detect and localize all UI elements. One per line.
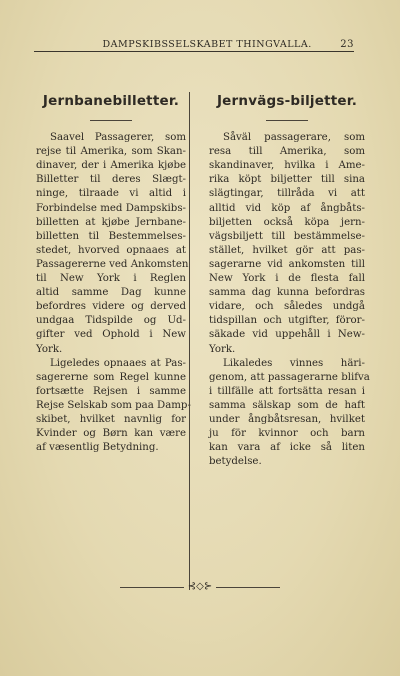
text-line: New York i de flesta fall: [209, 273, 365, 285]
text-line: vidare, och således undgå: [209, 301, 365, 313]
text-line: skandinaver, hvilka i Ame-: [209, 160, 365, 172]
swedish-column: [209, 93, 370, 469]
text-line: gifter ved Ophold i New: [36, 329, 186, 341]
text-line: sagererne som Regel kunne: [36, 371, 186, 383]
text-line: Passagererne ved Ankomsten: [36, 258, 189, 270]
text-line: Rejse Selskab som paa Damp-: [36, 399, 191, 411]
text-line: tidspillan och utgifter, föror-: [209, 315, 365, 327]
text-line: kan vara af icke så liten: [209, 442, 365, 454]
heading-rule: [266, 120, 308, 121]
text-line: under ångbåtsresan, hvilket: [209, 413, 365, 425]
text-line: undgaa Tidspilde og Ud-: [36, 315, 186, 327]
text-line: resa till Amerika, som: [209, 146, 365, 158]
text-line: slägtingar, tillråda vi att: [209, 188, 365, 200]
text-line: biljetten också köpa jern-: [209, 216, 365, 228]
text-line: alltid vid köp af ångbåts-: [209, 202, 365, 214]
text-line: stället, hvilket gör att pas-: [209, 244, 365, 256]
running-header: [34, 34, 354, 50]
text-line: vägsbiljett till bestämmelse-: [209, 230, 365, 242]
text-line: säkade vid uppehåll i New-: [209, 329, 365, 341]
text-line: rika köpt biljetter till sina: [209, 174, 365, 186]
paragraph: [209, 131, 365, 357]
text-line: altid samme Dag kunne: [36, 287, 186, 299]
text-line: sagerarne vid ankomsten till: [209, 258, 365, 270]
end-ornament: [120, 582, 280, 592]
text-line: i tillfälle att fortsätta resan i: [209, 385, 365, 397]
text-line: Saavel Passagerer, som: [50, 132, 186, 144]
ornament-rule: [216, 587, 280, 588]
text-line: skibet, hvilket navnlig for: [36, 413, 186, 425]
ornament-knot: ⊰◇⊱: [187, 581, 213, 592]
text-line: York.: [209, 343, 236, 355]
text-line: rejse til Amerika, som Skan-: [36, 146, 186, 158]
page-number: 23: [340, 39, 354, 50]
header-rule: [34, 51, 354, 52]
text-line: York.: [36, 343, 63, 355]
text-line: betydelse.: [209, 456, 262, 468]
running-title: DAMPSKIBSSELSKABET THINGVALLA.: [102, 39, 312, 50]
text-line: Ligeledes opnaaes at Pas-: [50, 357, 186, 369]
text-line: billetten til Bestemmelses-: [36, 230, 186, 242]
text-line: fortsætte Rejsen i samme: [36, 385, 186, 397]
text-line: billetten at kjøbe Jernbane-: [36, 216, 186, 228]
ornament-rule: [120, 587, 184, 588]
text-line: befordres videre og derved: [36, 301, 186, 313]
paragraph: [36, 131, 189, 357]
paragraph: [36, 357, 191, 456]
paragraph: [209, 357, 370, 470]
text-line: Likaledes vinnes häri-: [223, 357, 365, 369]
text-line: Kvinder og Børn kan være: [36, 428, 186, 440]
text-line: til New York i Reglen: [36, 273, 186, 285]
heading-rule: [90, 120, 132, 121]
danish-body: [36, 131, 191, 455]
column-divider: [189, 92, 190, 590]
text-line: ninge, tilraade vi altid i: [36, 188, 186, 200]
text-line: genom, att passagerarne blifva: [209, 371, 370, 383]
swedish-body: [209, 131, 370, 469]
danish-heading: Jernbanebilletter.: [42, 93, 180, 109]
text-line: dinaver, der i Amerika kjøbe: [36, 160, 186, 172]
danish-column: [36, 93, 191, 455]
text-line: ju för kvinnor och barn: [209, 428, 365, 440]
text-line: Forbindelse med Dampskibs-: [36, 202, 186, 214]
text-line: af væsentlig Betydning.: [36, 442, 159, 454]
text-line: samma dag kunna befordras: [209, 287, 365, 299]
swedish-heading: Jernvägs-biljetter.: [216, 93, 358, 109]
text-line: Billetter til deres Slægt-: [36, 174, 186, 186]
text-line: Såväl passagerare, som: [223, 132, 365, 144]
text-line: stedet, hvorved opnaaes at: [36, 244, 186, 256]
text-line: samma sälskap som de haft: [209, 399, 365, 411]
